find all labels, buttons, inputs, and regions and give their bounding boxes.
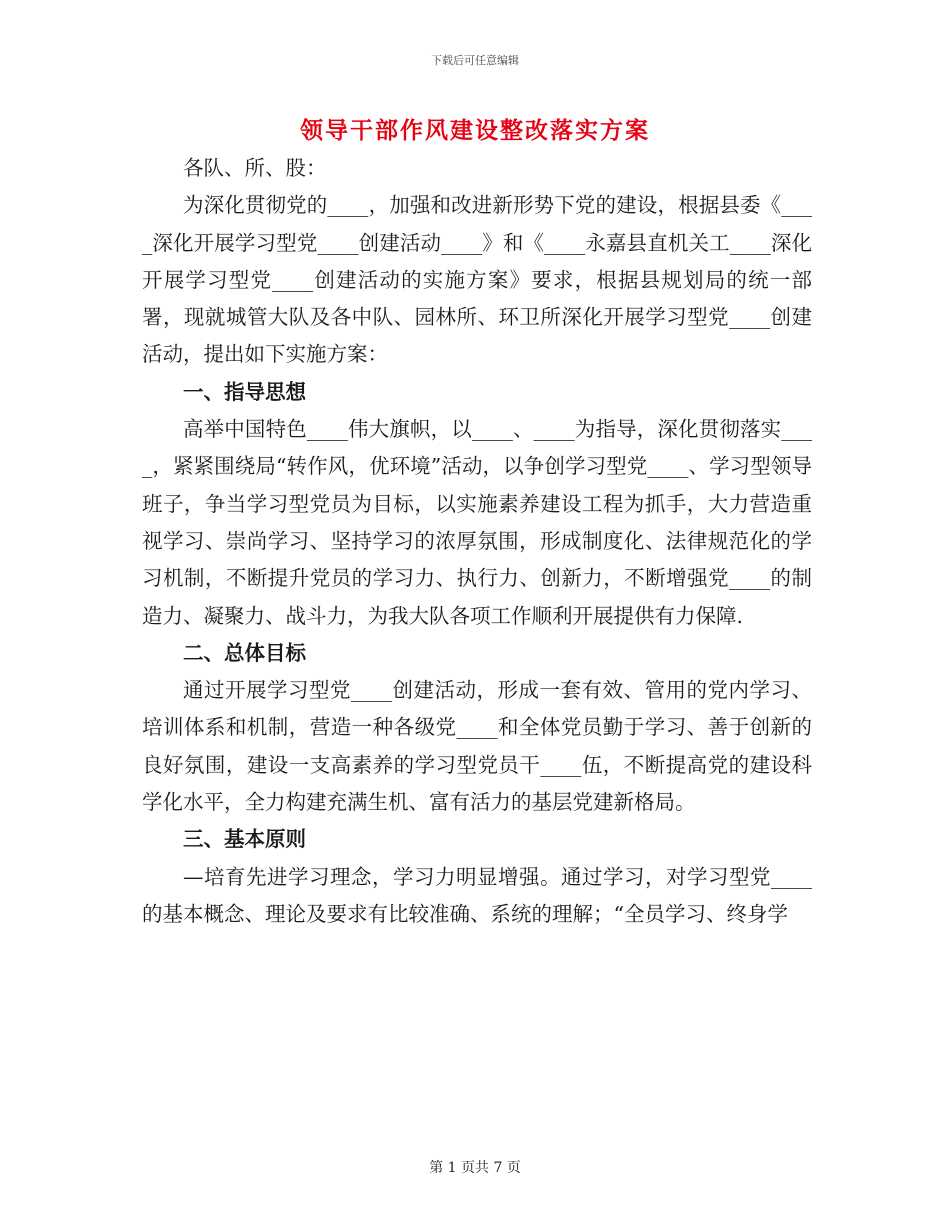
section-body-guiding-ideology: 高举中国特色____伟大旗帜，以____、____为指导，深化贯彻落实____，紧紧围绕局“转作风，优环境”活动，以争创学习型党____、学习型领导班子，争当学习型党员为目标，以实施素养建设工程为抓手，大力营造重视学习、崇尚学习、坚持学习的浓厚氛围，形成制度化、法律规范化的学习机制，不断提升党员的学习力、执行力、创新力，不断增强党____的制造力、凝聚力、战斗力，为我大队各项工作顺利开展提供有力保障. (142, 417, 812, 628)
intro-paragraph: 为深化贯彻党的____，加强和改进新形势下党的建设，根据县委《____深化开展学习型党____创建活动____》和《____永嘉县直机关工____深化开展学习型党____创建活动的实施方案》要求，根据县规划局的统一部署，现就城管大队及各中队、园林所、环卫所深化开展学习型党____创建活动，提出如下实施方案： (142, 193, 812, 367)
salutation: 各队、所、股： (183, 156, 327, 180)
section-heading-basic-principles: 三、基本原则 (183, 827, 306, 852)
header-note: 下载后可任意编辑 (431, 54, 519, 67)
page-number-footer: 第 1 页共 7 页 (429, 1160, 521, 1176)
section-body-basic-principles: —培育先进学习理念，学习力明显增强。通过学习，对学习型党____的基本概念、理论及要求有比较准确、系统的理解；“全员学习、终身学 (142, 864, 812, 926)
section-body-overall-goal: 通过开展学习型党____创建活动，形成一套有效、管用的党内学习、培训体系和机制，营造一种各级党____和全体党员勤于学习、善于创新的良好氛围，建设一支高素养的学习型党员干____伍，不断提高党的建设科学化水平，全力构建充满生机、富有活力的基层党建新格局。 (142, 678, 812, 815)
document-title: 领导干部作风建设整改落实方案 (300, 117, 650, 144)
section-heading-guiding-ideology: 一、指导思想 (183, 379, 306, 404)
section-heading-overall-goal: 二、总体目标 (183, 640, 306, 665)
document-body (142, 150, 812, 933)
